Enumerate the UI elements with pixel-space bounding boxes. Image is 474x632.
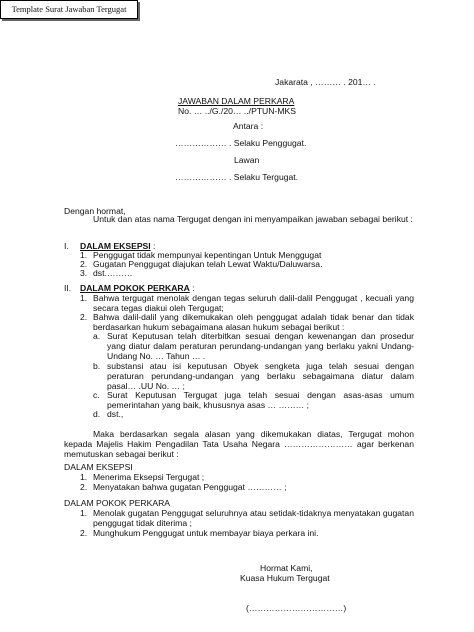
petitum-pokok-item-2: Munghukum Penggugat untuk membayar biaya perkara ini. — [93, 528, 319, 538]
eksepsi-item: dst.……… — [93, 268, 133, 278]
sub-item-b: substansi atau isi keputusan Obyek sengketa juga telah sesuai dengan peraturan perundang-undangan yang berlaku sebagaimana diatur dalam pasal… .UU No. … ; — [107, 361, 414, 391]
section1-number: I. — [64, 241, 69, 251]
pokok-item-2: Bahwa dalil-dalil yang dikemukakan oleh penggugat adalah tidak benar dan tidak berdasarkan hukum sebagaimana alasan hukum sebagai berikut : — [93, 312, 414, 332]
intro-paragraph: Untuk dan atas nama Tergugat dengan ini menyampaikan jawaban sebagai berikut : — [93, 214, 413, 224]
document-title: JAWABAN DALAM PERKARA — [178, 96, 295, 106]
pokok-item-number: 2. — [80, 312, 88, 322]
plaintiff-line: ……………… . Selaku Penggugat. — [175, 138, 307, 148]
petitum-pokok-title: DALAM POKOK PERKARA — [64, 498, 171, 508]
sub-item-d: dst., — [107, 409, 124, 419]
section2-colon: : — [189, 283, 195, 293]
place-date: Jakarata , ……… . 201… . — [275, 77, 376, 87]
petitum-eksepsi-title: DALAM EKSEPSI — [64, 462, 133, 472]
sub-item-a: Surat Keputusan telah diterbitkan sesuai dengan kewenangan dan prosedur yang diatur dalam peraturan perundang-undangan yang berlaku yakni Undang-Undang No. … Tahun … . — [107, 331, 414, 361]
section2-heading — [80, 283, 195, 293]
sub-item-letter: b. — [93, 361, 101, 371]
case-number: No. … ../G./20… ../PTUN-MKS — [178, 106, 296, 116]
greeting: Dengan hormat, — [64, 206, 126, 216]
sub-item-c: Surat Keputusan Tergugat juga telah sesuai dengan asas-asas umum pemerintahan yang baik, khususnya asas … ……… ; — [107, 390, 414, 410]
section1-colon: : — [150, 241, 156, 251]
petitum-item-number: 1. — [80, 508, 88, 518]
section2-title: DALAM POKOK PERKARA — [80, 283, 190, 293]
antara-label: Antara : — [233, 121, 264, 131]
petitum-item-number: 1. — [80, 472, 88, 482]
sub-item-letter: a. — [93, 331, 101, 341]
eksepsi-item-number: 3. — [80, 268, 88, 278]
eksepsi-item: Penggugat tidak mempunyai kepentingan Untuk Menggugat — [93, 250, 322, 260]
pokok-item-1: Bahwa tergugat menolak dengan tegas seluruh dalil-dalil Penggugat , kecuali yang secara tegas diakui oleh Tergugat; — [93, 293, 414, 313]
lawan-label: Lawan — [234, 155, 260, 165]
signatory: Kuasa Hukum Tergugat — [240, 573, 330, 583]
sub-item-letter: c. — [93, 390, 100, 400]
eksepsi-item: Gugatan Penggugat diajukan telah Lewat Waktu/Daluwarsa. — [93, 259, 323, 269]
section1-title: DALAM EKSEPSI — [80, 241, 151, 251]
pokok-item-number: 1. — [80, 293, 88, 303]
petitum-pokok-item-1: Menolak gugatan Penggugat seluruhnya atau setidak-tidaknya menyatakan gugatan penggugat tidak diterima ; — [93, 508, 414, 528]
petitum-eksepsi-item: Menyatakan bahwa gugatan Penggugat ………… ; — [93, 482, 287, 492]
petitum-item-number: 2. — [80, 528, 88, 538]
closing: Hormat Kami, — [260, 563, 313, 573]
template-label-box — [0, 0, 138, 19]
conclusion-paragraph: Maka berdasarkan segala alasan yang dikemukakan diatas, Tergugat mohon kepada Majelis Hakim Pengadilan Tata Usaha Negara …………………… agar berkenan memutuskan sebagai berikut : — [64, 429, 414, 459]
section2-number: II. — [64, 283, 72, 293]
sub-item-letter: d. — [93, 409, 101, 419]
defendant-line: ……………… . Selaku Tergugat. — [175, 172, 299, 182]
template-label: Template Surat Jawaban Tergugat — [11, 4, 127, 14]
petitum-eksepsi-item: Menerima Eksepsi Tergugat ; — [93, 472, 205, 482]
petitum-item-number: 2. — [80, 482, 88, 492]
eksepsi-item-number: 1. — [80, 250, 88, 260]
signature-line: (……………………………) — [246, 603, 347, 613]
eksepsi-item-number: 2. — [80, 259, 88, 269]
